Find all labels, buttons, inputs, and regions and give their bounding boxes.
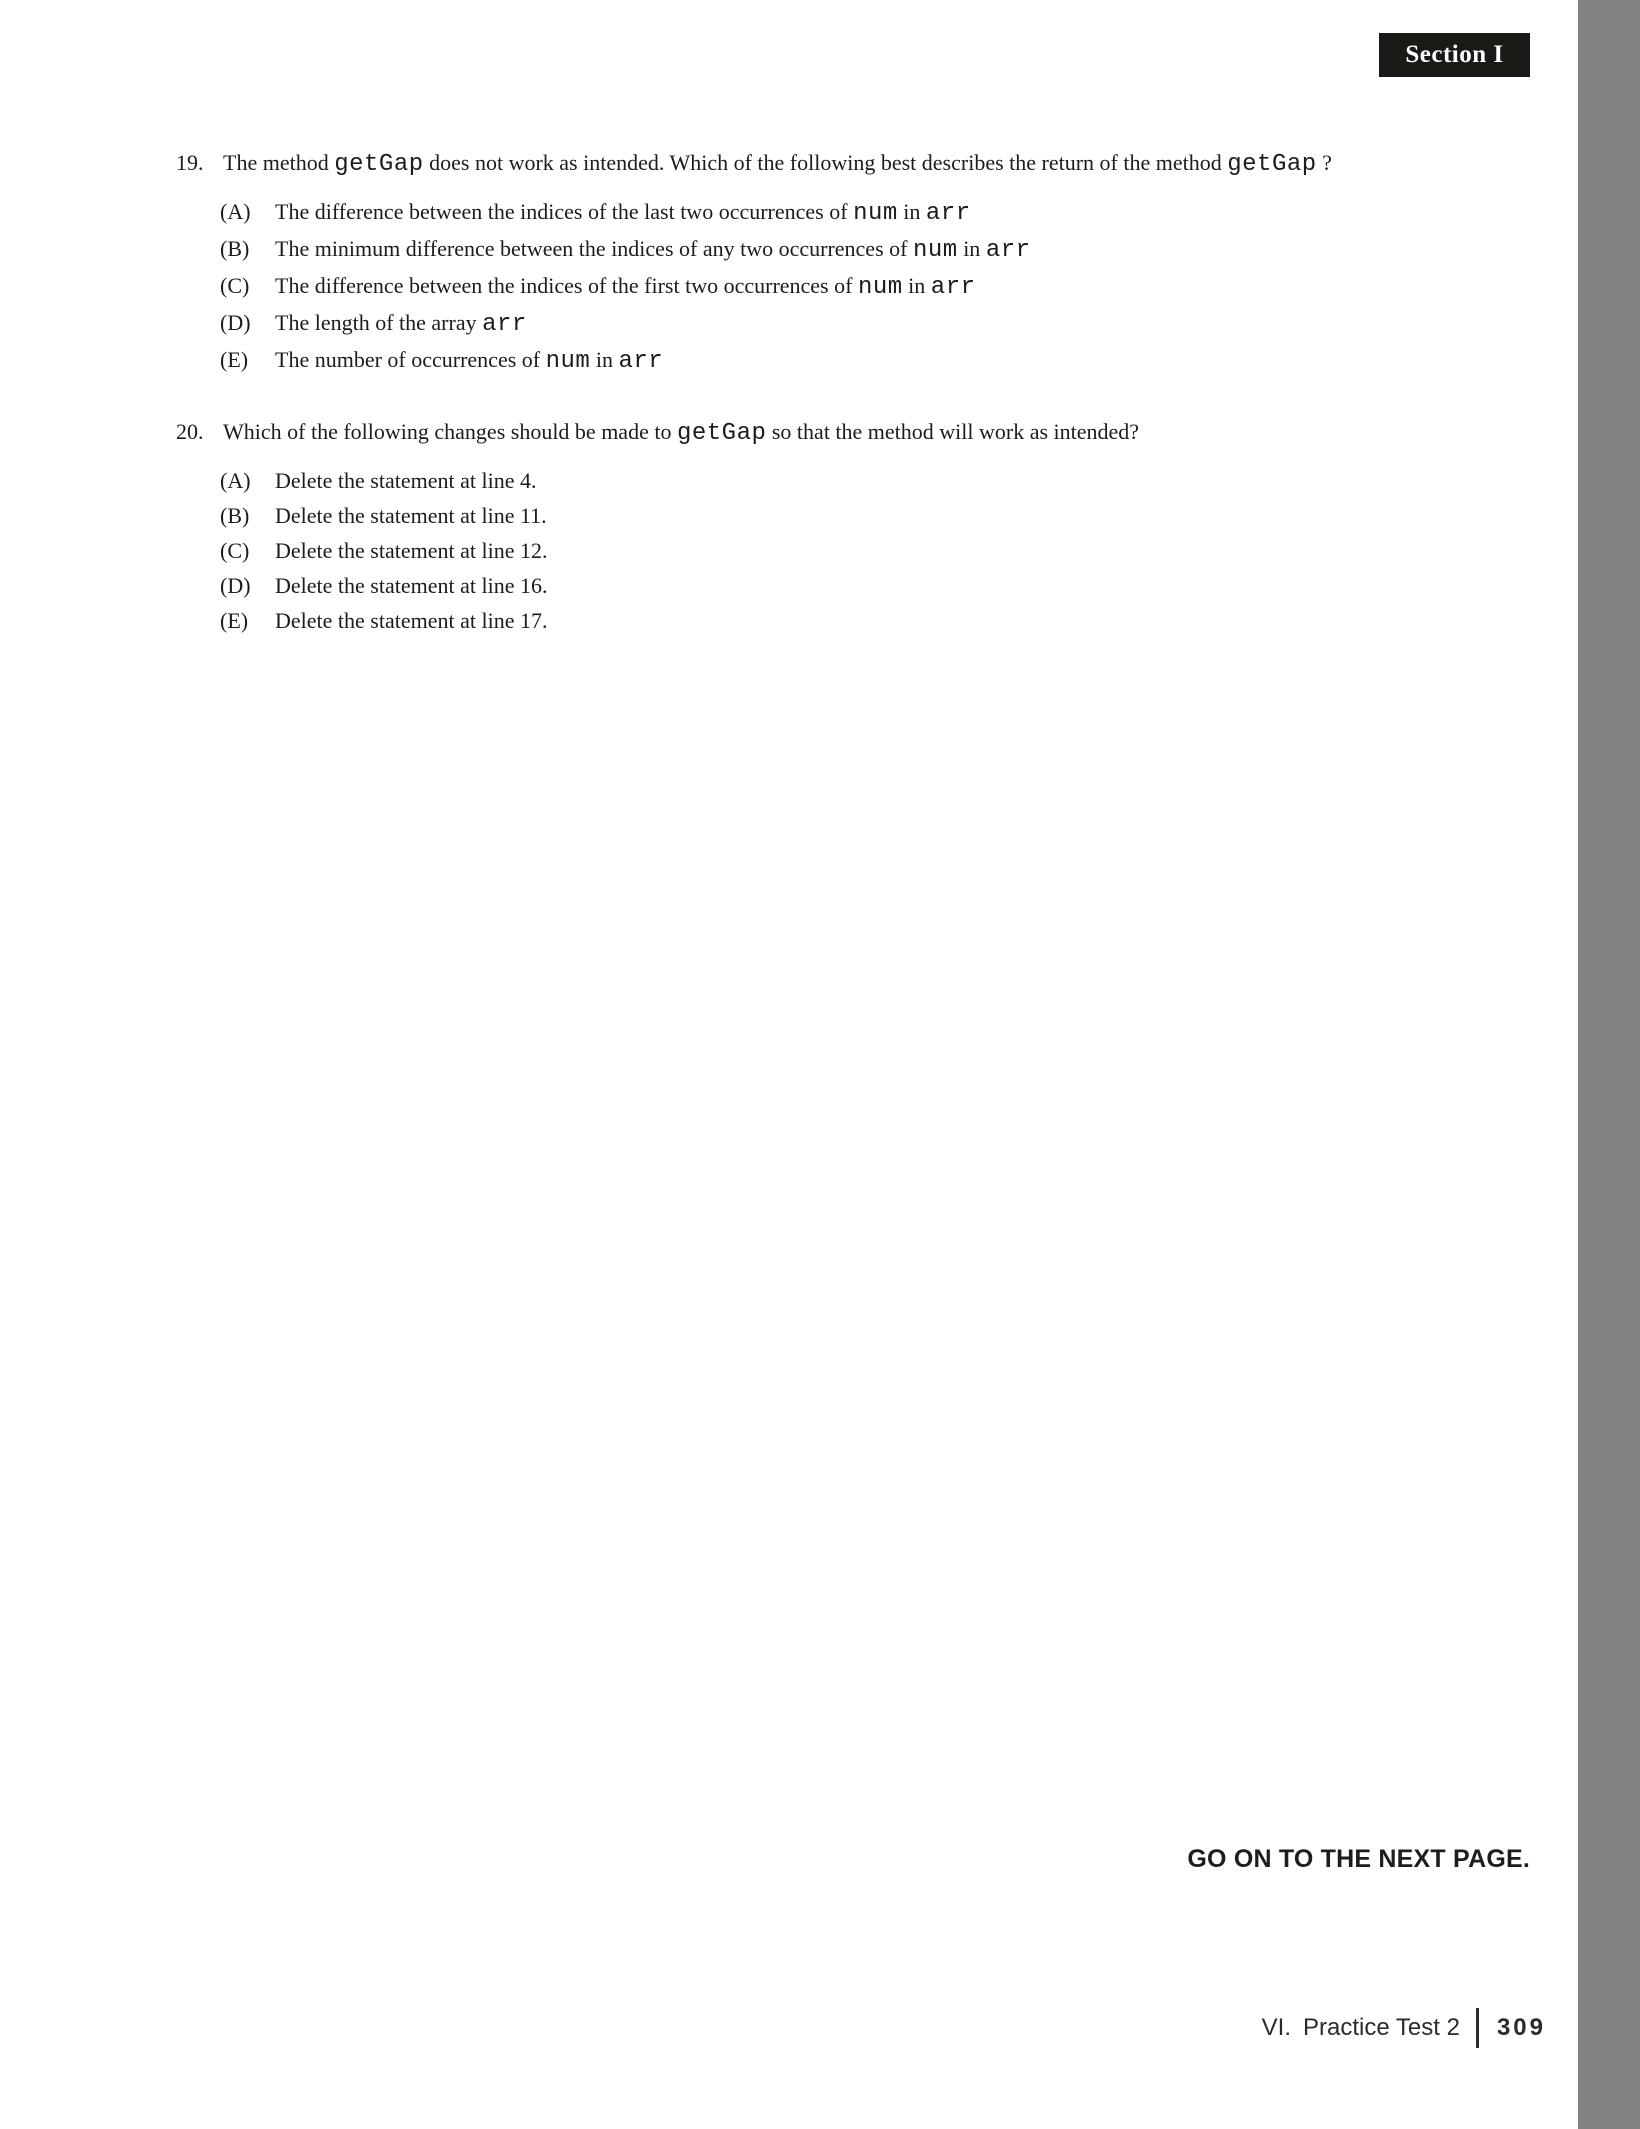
option-letter: (C) [220,538,250,563]
text-segment: The length of the array [275,310,483,335]
option-text [275,231,1031,268]
text-segment: in [897,199,926,224]
question-stem [223,145,1332,182]
inline-code: getGap [676,420,767,447]
inline-code: num [857,274,903,301]
go-on-instruction: GO ON TO THE NEXT PAGE. [1187,1845,1530,1873]
option-text [275,603,547,638]
option-letter: (E) [220,347,249,372]
inline-code: arr [930,274,976,301]
inline-code: getGap [1227,151,1317,178]
text-segment: in [957,236,986,261]
text-segment: ? [1316,150,1332,175]
section-badge [1379,33,1530,77]
option-text [275,568,547,603]
question-number: 19. [176,150,204,175]
inline-code: num [545,348,591,375]
option-text [275,342,663,379]
inline-code: getGap [334,151,424,178]
questions-area [176,145,1556,638]
inline-code: arr [618,348,664,375]
inline-code: arr [482,311,527,338]
footer-chapter-number: VI. [1261,2014,1291,2041]
text-segment: in [902,273,931,298]
option-row-b [220,498,1556,533]
option-row-d [220,305,1556,342]
option-text [275,305,527,342]
inline-code: arr [925,200,971,227]
question-20 [176,414,1556,638]
text-segment: in [590,347,619,372]
page-number: 309 [1496,2014,1546,2041]
option-row-e [220,603,1556,638]
inline-code: arr [985,237,1031,264]
page-footer [1262,2007,1546,2049]
option-letter: (D) [220,310,251,335]
text-segment: The minimum difference between the indices of any two occurrences of [275,236,913,261]
question-number: 20. [176,419,204,444]
option-letter: (A) [220,199,251,224]
option-letter: (B) [220,503,250,528]
footer-divider [1476,2008,1479,2048]
option-text [275,498,547,533]
option-text [275,463,536,498]
text-segment: The number of occurrences of [275,347,546,372]
inline-code: num [853,200,898,227]
option-row-b [220,231,1556,268]
text-segment: The difference between the indices of the first two occurrences of [275,273,858,298]
question-stem-row [176,145,1556,182]
text-segment: does not work as intended. Which of the following best describes the return of the method [423,150,1228,175]
question-stem-row [176,414,1556,451]
text-segment: The difference between the indices of the last two occurrences of [275,199,854,224]
option-row-a [220,463,1556,498]
option-text [275,268,976,305]
option-row-d [220,568,1556,603]
option-row-c [220,533,1556,568]
option-row-a [220,194,1556,231]
question-stem [223,414,1139,451]
text-segment: Which of the following changes should be made to [223,419,677,444]
options-list [176,463,1556,638]
section-badge-label: Section I [1405,41,1504,68]
inline-code: num [912,237,958,264]
option-text [275,194,971,231]
footer-book-title: Practice Test 2 [1302,2014,1460,2041]
text-segment: The method [223,150,335,175]
options-list [176,194,1556,379]
option-letter: (B) [220,236,250,261]
text-segment: Delete the statement at line 11. [275,503,547,528]
question-19 [176,145,1556,379]
text-segment: Delete the statement at line 17. [275,608,548,633]
text-segment: Delete the statement at line 4. [275,468,537,493]
page-edge-bar [1578,0,1640,2129]
option-row-c [220,268,1556,305]
text-segment: Delete the statement at line 16. [275,573,548,598]
option-letter: (E) [220,608,249,633]
text-segment: Delete the statement at line 12. [275,538,548,563]
option-letter: (C) [220,273,250,298]
option-text [275,533,547,568]
text-segment: so that the method will work as intended? [766,419,1140,444]
option-letter: (D) [220,573,251,598]
option-row-e [220,342,1556,379]
option-letter: (A) [220,468,251,493]
